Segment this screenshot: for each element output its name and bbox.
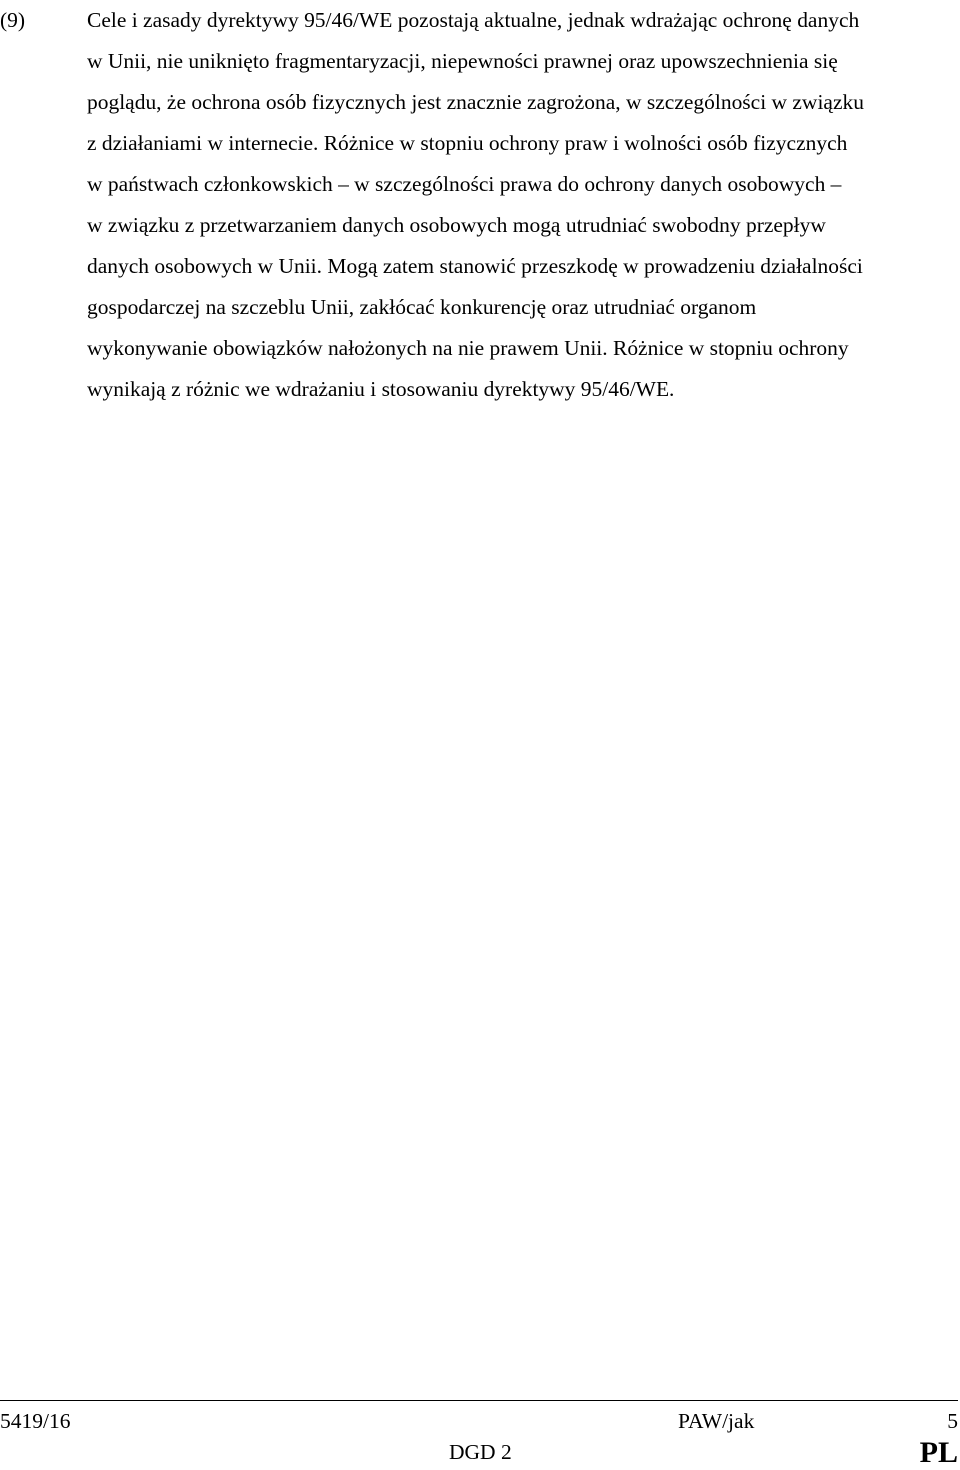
footer-divider: [0, 1400, 958, 1401]
page-number: 5: [947, 1409, 958, 1433]
text-line: w Unii, nie uniknięto fragmentaryzacji, niepewności prawnej oraz upowszechnienia się: [87, 49, 838, 73]
author-reference: PAW/jak: [678, 1409, 755, 1433]
page-footer: [0, 1400, 960, 1470]
language-code: PL: [919, 1436, 958, 1469]
directorate-code: DGD 2: [449, 1440, 512, 1464]
text-line: wynikają z różnic we wdrażaniu i stosowaniu dyrektywy 95/46/WE.: [87, 377, 675, 401]
recital-number: (9): [0, 8, 26, 32]
text-line: w związku z przetwarzaniem danych osobowych mogą utrudniać swobodny przepływ: [87, 213, 826, 237]
text-line: wykonywanie obowiązków nałożonych na nie prawem Unii. Różnice w stopniu ochrony: [87, 336, 849, 360]
text-line: poglądu, że ochrona osób fizycznych jest znacznie zagrożona, w szczególności w związku: [87, 90, 864, 114]
text-line: z działaniami w internecie. Różnice w stopniu ochrony praw i wolności osób fizycznych: [87, 131, 848, 155]
recital-text: [87, 0, 960, 410]
text-line: Cele i zasady dyrektywy 95/46/WE pozostają aktualne, jednak wdrażając ochronę danych: [87, 8, 860, 32]
document-number: 5419/16: [0, 1409, 71, 1433]
text-line: w państwach członkowskich – w szczególności prawa do ochrony danych osobowych –: [87, 172, 842, 196]
text-line: gospodarczej na szczeblu Unii, zakłócać konkurencję oraz utrudniać organom: [87, 295, 757, 319]
text-line: danych osobowych w Unii. Mogą zatem stanowić przeszkodę w prowadzeniu działalności: [87, 254, 863, 278]
